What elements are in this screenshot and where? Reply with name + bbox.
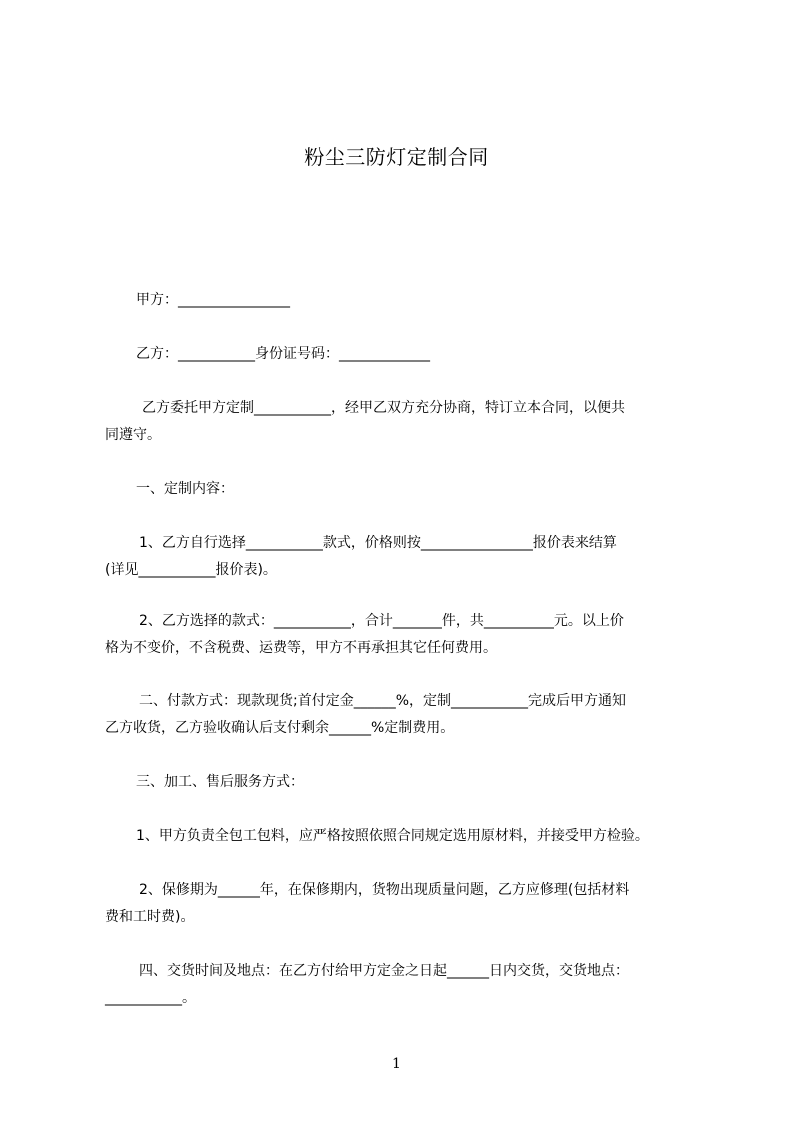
- section-2-line-1: 二、付款方式：现款现货;首付定金______%，定制___________完成后甲方通知: [139, 693, 627, 709]
- section-2-line-2: 乙方收货，乙方验收确认后支付剩余______%定制费用。: [105, 720, 455, 736]
- party-b-line: 乙方：___________身份证号码：_____________: [136, 346, 430, 362]
- section-4-line-2: ___________。: [105, 990, 196, 1006]
- item-1-line-2: (详见___________报价表)。: [105, 562, 277, 578]
- item-1-line-1: 1、乙方自行选择___________款式，价格则按________________报价表来结算: [139, 535, 617, 551]
- section-4-line-1: 四、交货时间及地点：在乙方付给甲方定金之日起______日内交货，交货地点：: [139, 963, 629, 979]
- document-title: 粉尘三防灯定制合同: [304, 145, 489, 169]
- service-2-line-1: 2、保修期为______年，在保修期内，货物出现质量问题，乙方应修理(包括材料: [139, 882, 630, 898]
- service-1-line: 1、甲方负责全包工包料，应严格按照依照合同规定选用原材料，并接受甲方检验。: [136, 828, 649, 844]
- section-1-heading: 一、定制内容：: [136, 481, 234, 497]
- intro-line-1: 乙方委托甲方定制___________，经甲乙双方充分协商，特订立本合同，以便共: [142, 400, 625, 416]
- service-2-line-2: 费和工时费)。: [105, 909, 195, 925]
- section-3-heading: 三、加工、售后服务方式：: [136, 774, 304, 790]
- item-2-line-1: 2、乙方选择的款式：___________，合计_______件，共__________元。以上价: [139, 613, 624, 629]
- party-a-line: 甲方：________________: [136, 292, 290, 308]
- item-2-line-2: 格为不变价，不含税费、运费等，甲方不再承担其它任何费用。: [105, 640, 497, 656]
- intro-line-2: 同遵守。: [105, 427, 161, 443]
- page-number: 1: [392, 1056, 401, 1072]
